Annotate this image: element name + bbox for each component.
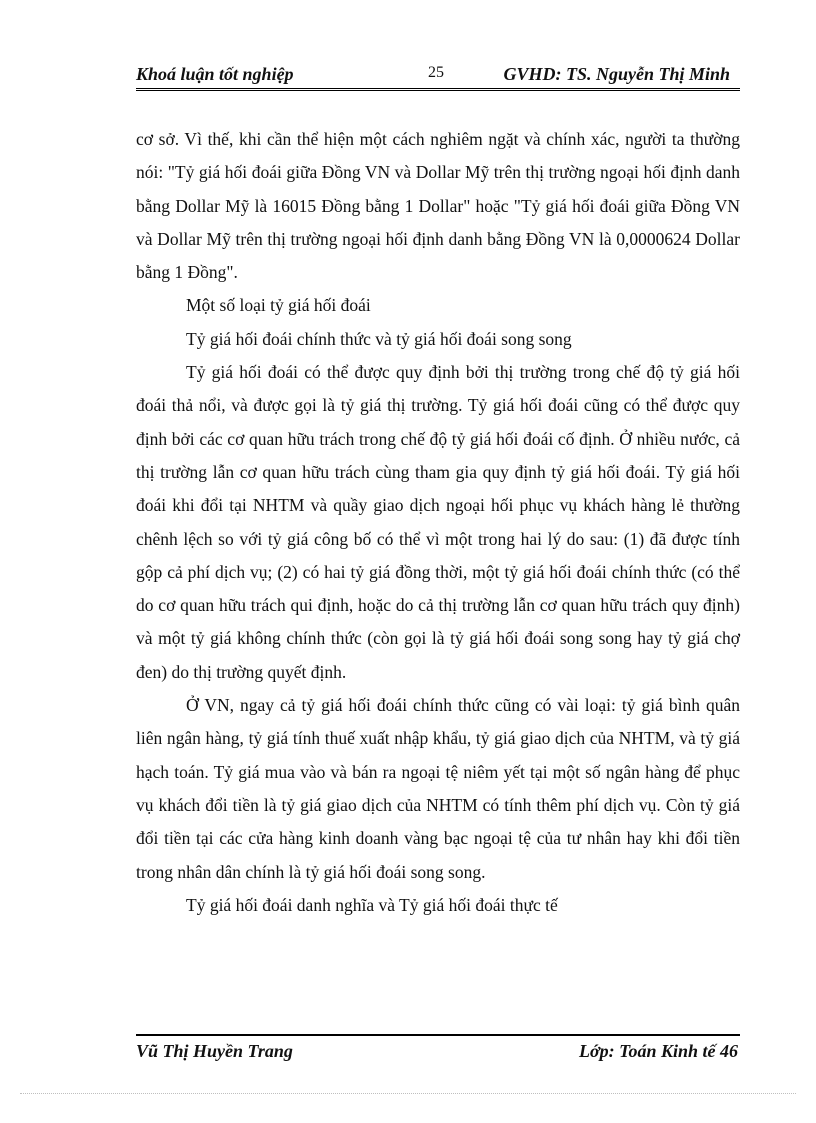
author-name: Vũ Thị Huyền Trang [136,1041,293,1061]
thesis-title: Khoá luận tốt nghiệp [136,64,294,84]
paragraph-continuation: cơ sở. Vì thế, khi cần thể hiện một cách nghiêm ngặt và chính xác, người ta thường nói: "Tỷ giá hối đoái giữa Đồng VN và Dollar Mỹ trên thị trường ngoại hối định danh bằng Dollar Mỹ là 16015 Đồng bằng 1 Dollar" hoặc "Tỷ giá hối đoái giữa Đồng VN và Dollar Mỹ trên thị trường ngoại hối định danh bằng Đồng VN là 0,0000624 Dollar bằng 1 Đồng". [136,129,740,283]
page-footer [136,1034,740,1062]
page-edge-divider [20,1093,796,1094]
paragraph-vietnam-rates: Ở VN, ngay cả tỷ giá hối đoái chính thức cũng có vài loại: tỷ giá bình quân liên ngân hàng, tỷ giá tính thuế xuất nhập khẩu, tỷ giá giao dịch của NHTM, và tỷ giá hạch toán. Tỷ giá mua vào và bán ra ngoại tệ niêm yết tại một số ngân hàng để phục vụ khách đổi tiền là tỷ giá giao dịch của NHTM có tính thêm phí dịch vụ. Còn tỷ giá đổi tiền tại các cửa hàng kinh doanh vàng bạc ngoại tệ của tư nhân hay khi đổi tiền trong nhân dân chính là tỷ giá hối đoái song song. [136,695,740,882]
paragraph-rate-determination: Tỷ giá hối đoái có thể được quy định bởi thị trường trong chế độ tỷ giá hối đoái thả nổi, và được gọi là tỷ giá thị trường. Tỷ giá hối đoái cũng có thể được quy định bởi các cơ quan hữu trách trong chế độ tỷ giá hối đoái cố định. Ở nhiều nước, cả thị trường lẫn cơ quan hữu trách cùng tham gia quy định tỷ giá hối đoái. Tỷ giá hối đoái khi đổi tại NHTM và quầy giao dịch ngoại hối phục vụ khách hàng lẻ thường chênh lệch so với tỷ giá công bố có thể vì một trong hai lý do sau: (1) đã được tính gộp cả phí dịch vụ; (2) có hai tỷ giá đồng thời, một tỷ giá hối đoái chính thức (có thể do cơ quan hữu trách qui định, hoặc do cả thị trường lẫn cơ quan hữu trách quy định) và một tỷ giá không chính thức (còn gọi là tỷ giá hối đoái song song hay tỷ giá chợ đen) do thị trường quyết định. [136,362,740,682]
class-info: Lớp: Toán Kinh tế 46 [578,1041,738,1061]
subheading-official-parallel-rate: Tỷ giá hối đoái chính thức và tỷ giá hối đoái song song [186,328,572,349]
subheading-exchange-rate-types: Một số loại tỷ giá hối đoái [186,295,371,316]
page-header [136,64,740,91]
page-number: 25 [428,64,444,81]
subheading-nominal-real-rate: Tỷ giá hối đoái danh nghĩa và Tỷ giá hối đoái thực tế [186,894,558,915]
body-text [136,123,740,922]
advisor-name: GVHD: TS. Nguyễn Thị Minh [503,64,730,84]
